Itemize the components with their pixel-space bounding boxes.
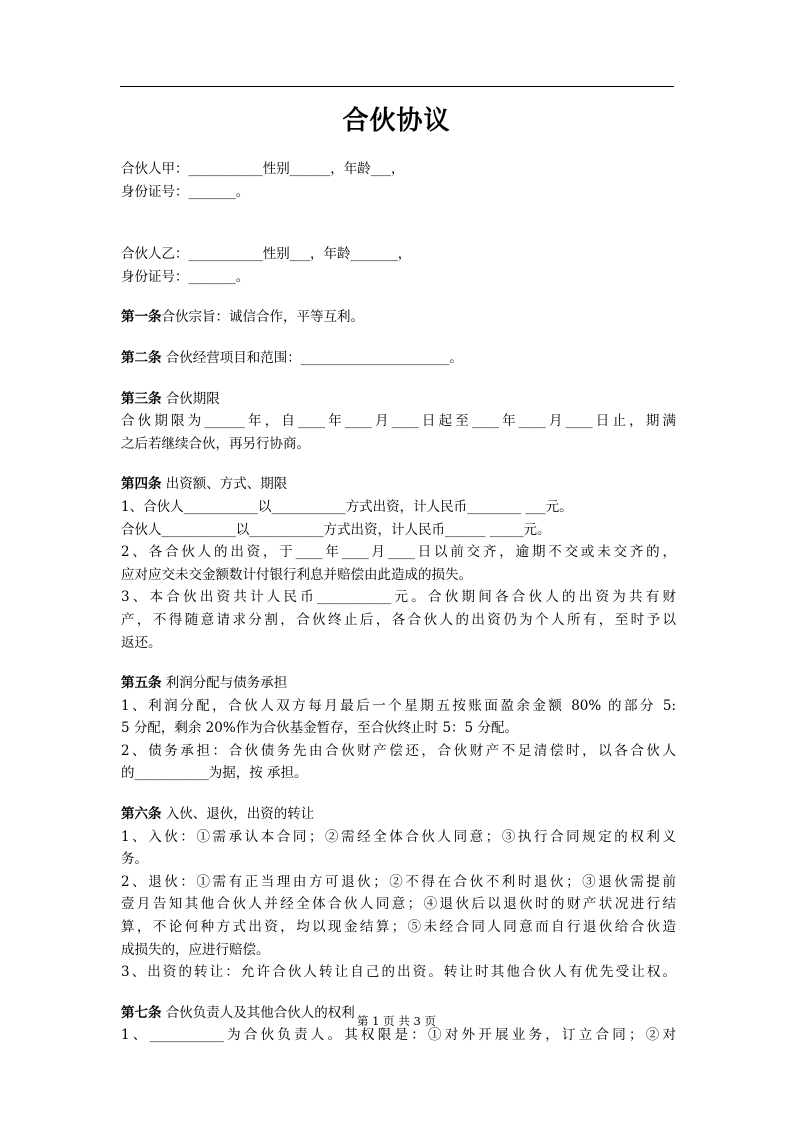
article-7-label: 第七条 xyxy=(121,1004,162,1021)
document-body xyxy=(121,158,676,1047)
article-7-heading: 合伙负责人及其他合伙人的权利 xyxy=(161,1004,355,1021)
partner-b-line1: 合伙人乙：___________性别___，年龄_______， xyxy=(121,246,412,263)
article-1-label: 第一条 xyxy=(121,309,162,326)
article-6-heading-line xyxy=(121,803,676,826)
article-6-line: 成损失的，应进行赔偿。 xyxy=(121,941,270,958)
partner-a-line1: 合伙人甲：___________性别______，年龄___， xyxy=(121,161,405,177)
article-5-line: 1、利润分配，合伙人双方每月最后一个星期五按账面盈余金额 80% 的部分 5: xyxy=(121,697,676,714)
article-6-line: 算，不论何种方式出资，均以现金结算；⑤未经合同人同意而自行退伙给合伙造 xyxy=(121,919,676,936)
article-6-heading: 入伙、退伙，出资的转让 xyxy=(161,806,315,823)
article-6 xyxy=(121,803,676,984)
article-2-label: 第二条 xyxy=(121,349,162,366)
article-7-line: 1、___________为合伙负责人。其权限是：①对外开展业务，订立合同；②对 xyxy=(121,1027,676,1044)
article-4-heading-line xyxy=(121,473,676,496)
article-2 xyxy=(121,347,676,370)
article-5-line: 5 分配，剩余 20%作为合伙基金暂存，至合伙终止时 5：5 分配。 xyxy=(121,720,518,737)
article-5 xyxy=(121,672,676,785)
article-2-text: 合伙经营项目和范围：______________________。 xyxy=(161,349,463,366)
article-6-line: 务。 xyxy=(121,851,148,868)
article-4-line: 2、各合伙人的出资，于____年____月____日以前交齐，逾期不交或未交齐的， xyxy=(121,544,676,561)
article-5-label: 第五条 xyxy=(121,675,162,692)
article-6-line: 壹月告知其他合伙人并经全体合伙人同意；④退伙后以退伙时的财产状况进行结 xyxy=(121,896,676,913)
article-4 xyxy=(121,473,676,654)
article-4-line: 应对应交未交金额数计付银行利息并赔偿由此造成的损失。 xyxy=(121,566,472,583)
article-6-line: 1、入伙：①需承认本合同；②需经全体合伙人同意；③执行合同规定的权利义 xyxy=(121,828,676,845)
header-rule xyxy=(120,86,674,87)
article-1 xyxy=(121,306,676,329)
article-3-heading-line xyxy=(121,388,676,411)
article-5-heading-line xyxy=(121,672,676,695)
article-5-heading: 利润分配与债务承担 xyxy=(161,675,288,692)
page-footer: 第 1 页 共 3 页 xyxy=(357,1014,436,1028)
article-4-line: 1、合伙人___________以___________方式出资，计人民币________ ___元。 xyxy=(121,498,573,515)
partner-a-line2: 身份证号：_______。 xyxy=(121,183,250,200)
article-4-heading: 出资额、方式、期限 xyxy=(161,476,288,493)
article-4-line: 返还。 xyxy=(121,634,162,651)
document-title: 合伙协议 xyxy=(342,106,451,136)
article-6-label: 第六条 xyxy=(121,806,162,823)
partner-b-block xyxy=(121,243,676,288)
article-3-heading: 合伙期限 xyxy=(161,390,220,407)
article-4-label: 第四条 xyxy=(121,476,162,493)
article-3-label: 第三条 xyxy=(121,390,162,407)
article-4-line: 合伙人___________以___________方式出资，计人民币______ _____元。 xyxy=(121,521,551,538)
article-3-line: 合伙期限为______年，自____年____月____日起至____年____月____日止，期满 xyxy=(121,413,676,430)
article-6-line: 3、出资的转让：允许合伙人转让自己的出资。转让时其他合伙人有优先受让权。 xyxy=(121,964,676,981)
article-3 xyxy=(121,388,676,456)
article-6-line: 2、退伙：①需有正当理由方可退伙；②不得在合伙不利时退伙；③退伙需提前 xyxy=(121,873,676,890)
partner-a-block xyxy=(121,158,676,203)
article-4-line: 产，不得随意请求分割，合伙终止后，各合伙人的出资仍为个人所有，至时予以 xyxy=(121,611,676,628)
article-5-line: 的___________为据，按 承担。 xyxy=(121,765,308,782)
article-5-line: 2、债务承担：合伙债务先由合伙财产偿还，合伙财产不足清偿时，以各合伙人 xyxy=(121,742,676,759)
article-4-line: 3、本合伙出资共计人民币___________元。合伙期间各合伙人的出资为共有财 xyxy=(121,589,676,606)
article-3-line: 之后若继续合伙，再另行协商。 xyxy=(121,435,310,452)
partner-b-line2: 身份证号：_______。 xyxy=(121,268,250,285)
article-1-text: 合伙宗旨：诚信合作，平等互利。 xyxy=(161,309,364,326)
